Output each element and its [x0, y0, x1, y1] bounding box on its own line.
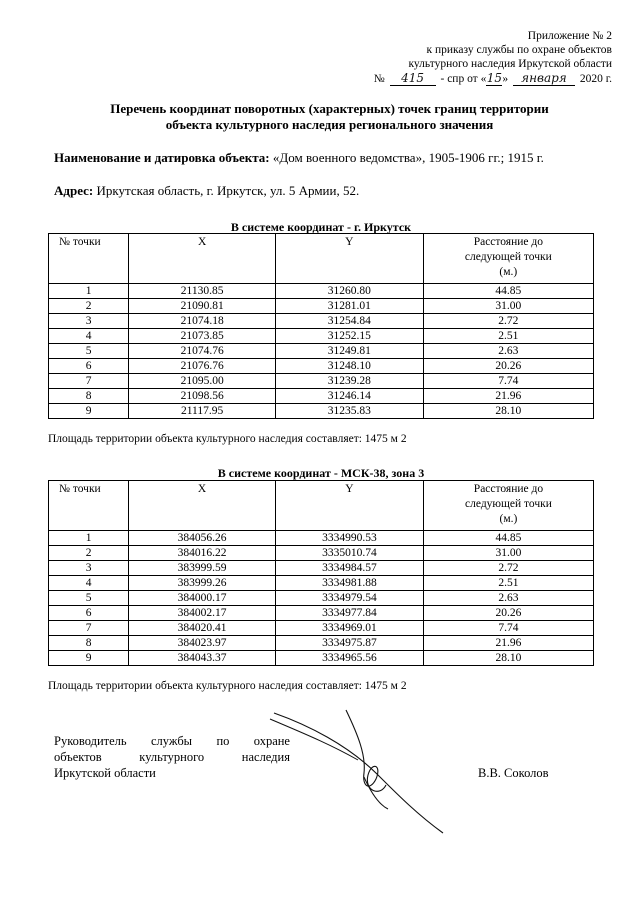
coordinates-table-msk38	[48, 480, 594, 666]
object-name-label: Наименование и датировка объекта:	[54, 150, 270, 165]
cell-y: 3334965.56	[275, 651, 423, 666]
table-row	[49, 374, 594, 389]
table-body-irkutsk	[49, 284, 594, 419]
handwritten-day: 15	[486, 71, 502, 85]
table-row	[49, 576, 594, 591]
table-row	[49, 314, 594, 329]
cell-point-number: 4	[49, 329, 129, 344]
header-distance-line-2: следующей точки	[465, 498, 552, 510]
signer-name: В.В. Соколов	[478, 766, 549, 780]
handwritten-order-number: 415	[390, 71, 436, 86]
table-row	[49, 359, 594, 374]
header-distance-line-1: Расстояние до	[473, 236, 543, 248]
address-value: Иркутская область, г. Иркутск, ул. 5 Армии, 52.	[96, 183, 360, 198]
header-point-number: № точки	[49, 481, 129, 531]
cell-point-number: 1	[49, 531, 129, 546]
cell-point-number: 5	[49, 344, 129, 359]
cell-x: 384056.26	[129, 531, 276, 546]
title-line-1: Перечень координат поворотных (характерных) точек границ территории	[110, 101, 549, 116]
table-row	[49, 561, 594, 576]
cell-distance: 20.26	[423, 359, 593, 374]
cell-distance: 2.63	[423, 344, 593, 359]
cell-distance: 31.00	[423, 546, 593, 561]
cell-point-number: 7	[49, 374, 129, 389]
cell-distance: 44.85	[423, 531, 593, 546]
cell-x: 21130.85	[129, 284, 276, 299]
table-row	[49, 329, 594, 344]
cell-point-number: 1	[49, 284, 129, 299]
header-distance	[423, 234, 593, 284]
signatory-position	[54, 733, 290, 781]
appendix-order-ref: к приказу службы по охране объектов	[426, 44, 612, 56]
appendix-order-line	[374, 71, 612, 86]
table-row	[49, 621, 594, 636]
cell-x: 21074.76	[129, 344, 276, 359]
cell-x: 21098.56	[129, 389, 276, 404]
table-caption-msk38: В системе координат - МСК-38, зона 3	[217, 466, 425, 480]
cell-distance: 21.96	[423, 389, 593, 404]
cell-distance: 2.51	[423, 329, 593, 344]
area-note-irkutsk: Площадь территории объекта культурного наследия составляет: 1475 м 2	[48, 433, 407, 445]
cell-y: 31254.84	[275, 314, 423, 329]
header-x: X	[129, 481, 276, 531]
cell-x: 384023.97	[129, 636, 276, 651]
cell-y: 3334990.53	[275, 531, 423, 546]
cell-y: 3335010.74	[275, 546, 423, 561]
table-row	[49, 389, 594, 404]
object-name	[54, 150, 612, 166]
cell-y: 3334981.88	[275, 576, 423, 591]
cell-y: 31246.14	[275, 389, 423, 404]
cell-y: 31260.80	[275, 284, 423, 299]
cell-x: 383999.26	[129, 576, 276, 591]
table-body-msk38	[49, 531, 594, 666]
table-row	[49, 404, 594, 419]
cell-point-number: 5	[49, 591, 129, 606]
cell-distance: 31.00	[423, 299, 593, 314]
appendix-header	[374, 29, 612, 86]
cell-point-number: 4	[49, 576, 129, 591]
table-row	[49, 591, 594, 606]
cell-distance: 21.96	[423, 636, 593, 651]
cell-distance: 7.74	[423, 374, 593, 389]
cell-x: 21074.18	[129, 314, 276, 329]
day-close-quote: »	[502, 73, 509, 85]
coordinates-table-irkutsk	[48, 233, 594, 419]
object-name-value: «Дом военного ведомства», 1905-1906 гг.; 1915 г.	[272, 150, 544, 165]
cell-point-number: 2	[49, 299, 129, 314]
position-line-1: Руководитель службы по охране	[54, 734, 290, 748]
cell-y: 31235.83	[275, 404, 423, 419]
cell-y: 3334979.54	[275, 591, 423, 606]
cell-x: 21117.95	[129, 404, 276, 419]
object-address	[54, 183, 359, 199]
table-row	[49, 344, 594, 359]
title-line-2: объекта культурного наследия регионального значения	[165, 117, 494, 132]
cell-distance: 20.26	[423, 606, 593, 621]
cell-x: 384000.17	[129, 591, 276, 606]
header-distance-line-2: следующей точки	[464, 251, 552, 263]
header-x: X	[129, 234, 276, 284]
position-line-3: Иркутской области	[54, 766, 156, 780]
cell-x: 384043.37	[129, 651, 276, 666]
handwritten-signature	[268, 705, 468, 835]
cell-point-number: 2	[49, 546, 129, 561]
cell-y: 3334977.84	[275, 606, 423, 621]
cell-distance: 2.51	[423, 576, 593, 591]
handwritten-month: января	[513, 71, 575, 86]
table-row	[49, 651, 594, 666]
cell-x: 383999.59	[129, 561, 276, 576]
cell-point-number: 3	[49, 561, 129, 576]
table-header-row	[49, 234, 594, 284]
order-year: 2020 г.	[579, 73, 612, 85]
cell-y: 31248.10	[275, 359, 423, 374]
cell-point-number: 8	[49, 389, 129, 404]
table-row	[49, 636, 594, 651]
cell-point-number: 9	[49, 651, 129, 666]
document-title	[40, 101, 619, 133]
table-row	[49, 531, 594, 546]
cell-point-number: 3	[49, 314, 129, 329]
cell-y: 31281.01	[275, 299, 423, 314]
appendix-title: Приложение № 2	[527, 30, 612, 42]
table-caption-irkutsk: В системе координат - г. Иркутск	[230, 220, 412, 234]
cell-distance: 44.85	[423, 284, 593, 299]
cell-x: 384016.22	[129, 546, 276, 561]
cell-point-number: 6	[49, 606, 129, 621]
cell-y: 3334975.87	[275, 636, 423, 651]
header-y: Y	[275, 481, 423, 531]
cell-x: 21073.85	[129, 329, 276, 344]
cell-distance: 2.72	[423, 561, 593, 576]
cell-x: 21090.81	[129, 299, 276, 314]
area-note-msk38: Площадь территории объекта культурного наследия составляет: 1475 м 2	[48, 680, 407, 692]
cell-point-number: 6	[49, 359, 129, 374]
cell-x: 21095.00	[129, 374, 276, 389]
header-point-number: № точки	[49, 234, 129, 284]
appendix-agency: культурного наследия Иркутской области	[408, 58, 612, 70]
table-row	[49, 546, 594, 561]
cell-y: 3334984.57	[275, 561, 423, 576]
header-distance-line-1: Расстояние до	[473, 483, 544, 495]
cell-y: 31239.28	[275, 374, 423, 389]
position-line-2: объектов культурного наследия	[54, 750, 290, 764]
cell-distance: 28.10	[423, 651, 593, 666]
cell-x: 21076.76	[129, 359, 276, 374]
header-distance	[423, 481, 593, 531]
header-distance-line-3: (м.)	[499, 266, 518, 278]
table-row	[49, 299, 594, 314]
cell-y: 31252.15	[275, 329, 423, 344]
cell-distance: 2.63	[423, 591, 593, 606]
address-label: Адрес:	[54, 183, 94, 198]
cell-x: 384002.17	[129, 606, 276, 621]
cell-point-number: 9	[49, 404, 129, 419]
table-row	[49, 284, 594, 299]
cell-y: 3334969.01	[275, 621, 423, 636]
table-row	[49, 606, 594, 621]
cell-distance: 28.10	[423, 404, 593, 419]
cell-point-number: 7	[49, 621, 129, 636]
number-sign: №	[373, 73, 385, 85]
cell-point-number: 8	[49, 636, 129, 651]
cell-distance: 7.74	[423, 621, 593, 636]
cell-x: 384020.41	[129, 621, 276, 636]
header-y: Y	[275, 234, 423, 284]
cell-distance: 2.72	[423, 314, 593, 329]
header-distance-line-3: (м.)	[499, 513, 518, 525]
order-from-text: - спр от «	[440, 73, 487, 85]
cell-y: 31249.81	[275, 344, 423, 359]
table-header-row	[49, 481, 594, 531]
